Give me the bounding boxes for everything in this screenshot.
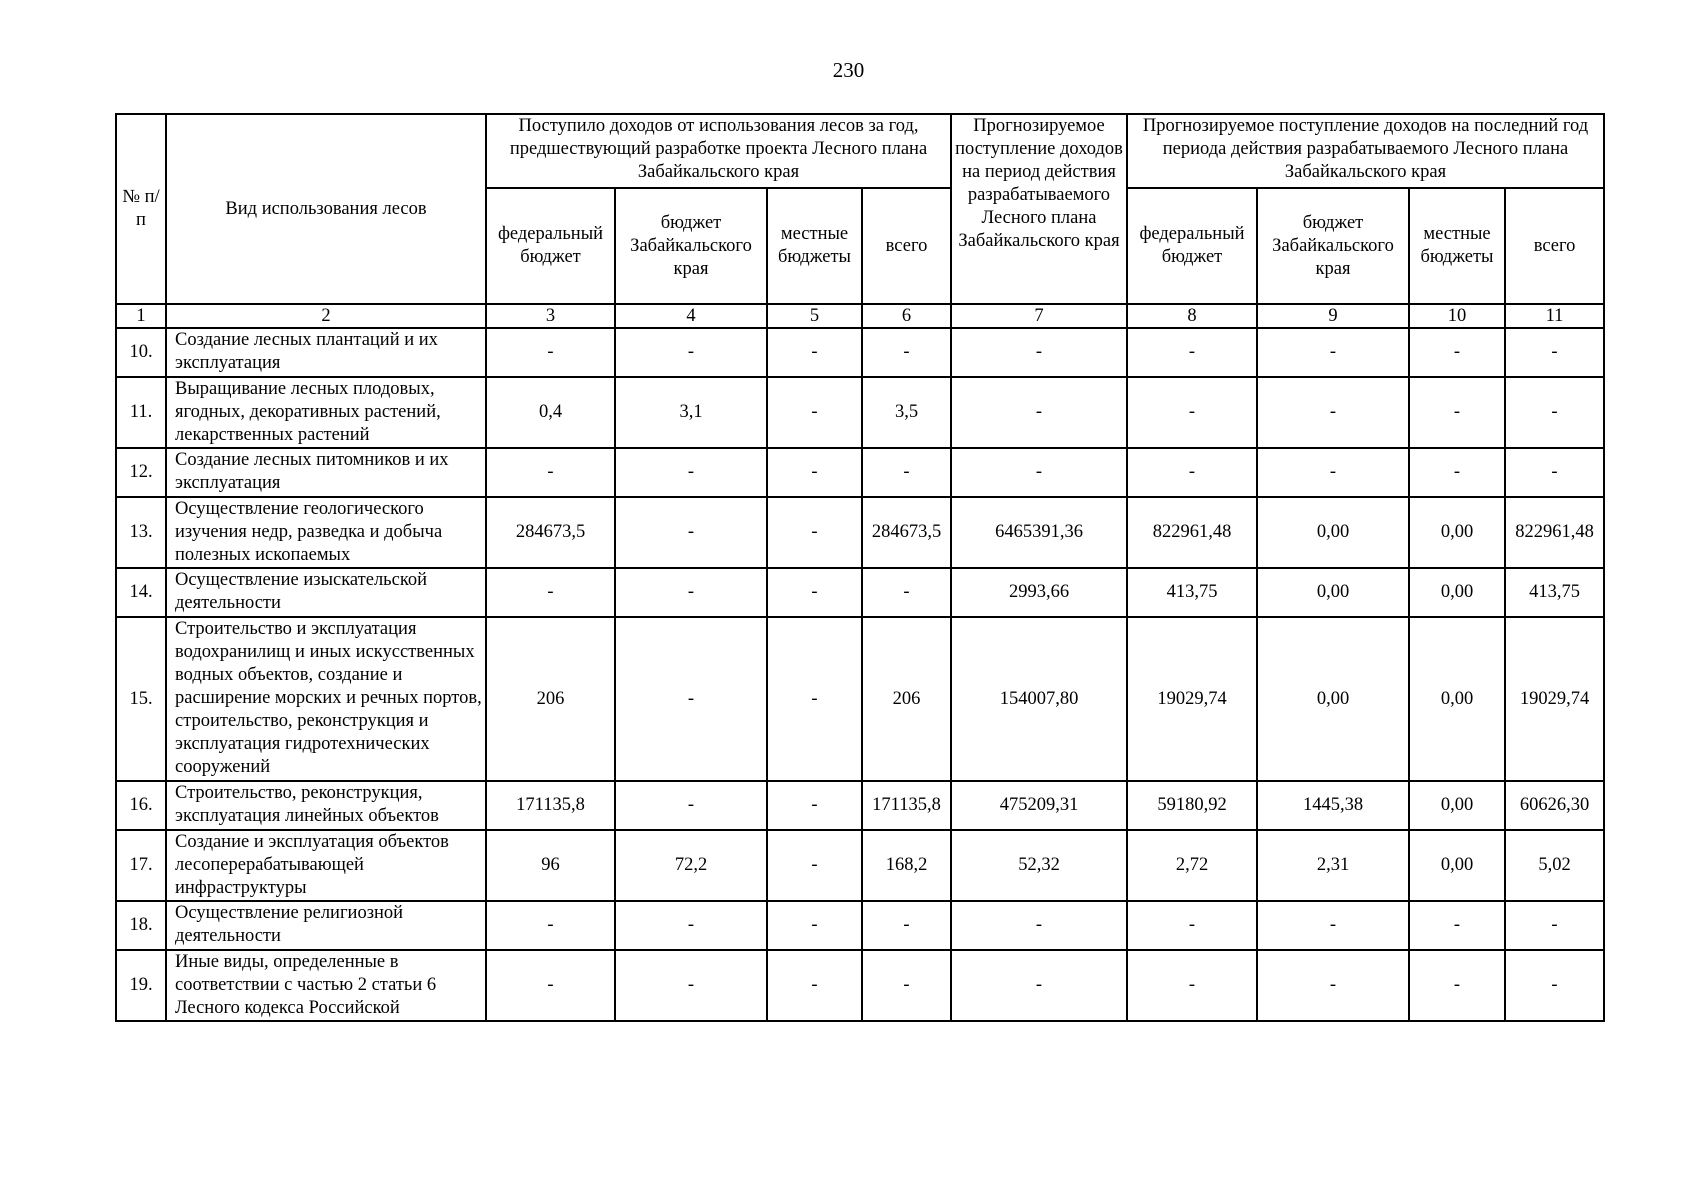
value-cell: 3,5 <box>862 377 951 448</box>
value-cell: 171135,8 <box>486 781 615 830</box>
value-cell: - <box>767 617 862 781</box>
row-number: 10. <box>116 328 166 377</box>
row-number: 19. <box>116 950 166 1021</box>
value-cell: 3,1 <box>615 377 767 448</box>
value-cell: 72,2 <box>615 830 767 901</box>
table-row <box>116 448 1604 497</box>
row-number: 18. <box>116 901 166 950</box>
page-number: 230 <box>832 58 865 82</box>
row-number: 14. <box>116 568 166 617</box>
table-row <box>116 377 1604 448</box>
value-cell: 284673,5 <box>862 497 951 568</box>
column-number: 1 <box>116 304 166 328</box>
value-cell: 2993,66 <box>951 568 1127 617</box>
value-cell: - <box>767 328 862 377</box>
row-number: 11. <box>116 377 166 448</box>
value-cell: 206 <box>486 617 615 781</box>
usage-type-name: Создание лесных питомников и их эксплуатация <box>166 448 486 497</box>
value-cell: - <box>486 448 615 497</box>
value-cell: - <box>1409 377 1505 448</box>
column-number: 2 <box>166 304 486 328</box>
row-number: 16. <box>116 781 166 830</box>
value-cell: 413,75 <box>1505 568 1604 617</box>
value-cell: - <box>1257 950 1409 1021</box>
value-cell: - <box>862 568 951 617</box>
value-cell: - <box>862 901 951 950</box>
value-cell: - <box>1127 901 1257 950</box>
value-cell: 475209,31 <box>951 781 1127 830</box>
column-number: 6 <box>862 304 951 328</box>
table-row <box>116 830 1604 901</box>
value-cell: 60626,30 <box>1505 781 1604 830</box>
value-cell: 171135,8 <box>862 781 951 830</box>
value-cell: 413,75 <box>1127 568 1257 617</box>
usage-type-name: Создание и эксплуатация объектов лесоперерабатывающей инфраструктуры <box>166 830 486 901</box>
table-row <box>116 617 1604 781</box>
value-cell: - <box>862 950 951 1021</box>
column-numbers-row <box>116 304 1604 328</box>
table-row <box>116 497 1604 568</box>
value-cell: 0,00 <box>1409 617 1505 781</box>
value-cell: - <box>767 901 862 950</box>
value-cell: - <box>951 448 1127 497</box>
header-col-no: № п/п <box>116 114 166 304</box>
value-cell: - <box>615 617 767 781</box>
table-row <box>116 950 1604 1021</box>
column-number: 9 <box>1257 304 1409 328</box>
value-cell: - <box>767 497 862 568</box>
value-cell: 0,4 <box>486 377 615 448</box>
value-cell: - <box>951 901 1127 950</box>
value-cell: 6465391,36 <box>951 497 1127 568</box>
value-cell: - <box>615 497 767 568</box>
value-cell: - <box>1409 950 1505 1021</box>
value-cell: - <box>767 568 862 617</box>
value-cell: 2,72 <box>1127 830 1257 901</box>
value-cell: 822961,48 <box>1505 497 1604 568</box>
revenue-table <box>115 113 1605 1022</box>
value-cell: - <box>615 568 767 617</box>
value-cell: 96 <box>486 830 615 901</box>
column-number: 3 <box>486 304 615 328</box>
value-cell: 59180,92 <box>1127 781 1257 830</box>
column-number: 4 <box>615 304 767 328</box>
value-cell: 0,00 <box>1257 568 1409 617</box>
value-cell: - <box>862 448 951 497</box>
header-local-budgets: местные бюджеты <box>767 188 862 304</box>
table-row <box>116 568 1604 617</box>
value-cell: 0,00 <box>1409 568 1505 617</box>
value-cell: - <box>615 328 767 377</box>
value-cell: - <box>1257 448 1409 497</box>
value-cell: - <box>615 448 767 497</box>
value-cell: 19029,74 <box>1505 617 1604 781</box>
header-regional-budget: бюджет Забайкальского края <box>1257 188 1409 304</box>
table-row <box>116 328 1604 377</box>
header-regional-budget: бюджет Забайкальского края <box>615 188 767 304</box>
value-cell: 0,00 <box>1257 497 1409 568</box>
usage-type-name: Иные виды, определенные в соответствии с частью 2 статьи 6 Лесного кодекса Российской <box>166 950 486 1021</box>
value-cell: - <box>767 830 862 901</box>
header-total: всего <box>862 188 951 304</box>
column-number: 8 <box>1127 304 1257 328</box>
header-col-name: Вид использования лесов <box>166 114 486 304</box>
value-cell: - <box>1409 328 1505 377</box>
value-cell: - <box>1127 448 1257 497</box>
value-cell: 0,00 <box>1409 497 1505 568</box>
table-row <box>116 781 1604 830</box>
usage-type-name: Выращивание лесных плодовых, ягодных, декоративных растений, лекарственных растений <box>166 377 486 448</box>
value-cell: 0,00 <box>1257 617 1409 781</box>
value-cell: 284673,5 <box>486 497 615 568</box>
row-number: 17. <box>116 830 166 901</box>
value-cell: 0,00 <box>1409 781 1505 830</box>
value-cell: - <box>767 781 862 830</box>
column-number: 7 <box>951 304 1127 328</box>
header-total: всего <box>1505 188 1604 304</box>
usage-type-name: Осуществление религиозной деятельности <box>166 901 486 950</box>
value-cell: - <box>767 448 862 497</box>
value-cell: - <box>1505 328 1604 377</box>
value-cell: - <box>1257 328 1409 377</box>
value-cell: 5,02 <box>1505 830 1604 901</box>
usage-type-name: Строительство, реконструкция, эксплуатация линейных объектов <box>166 781 486 830</box>
value-cell: - <box>615 901 767 950</box>
row-number: 12. <box>116 448 166 497</box>
value-cell: - <box>615 781 767 830</box>
usage-type-name: Строительство и эксплуатация водохранилищ и иных искусственных водных объектов, создание и расширение морских и речных портов, строительство, реконструкция и эксплуатация гидротехнических сооружений <box>166 617 486 781</box>
value-cell: - <box>486 950 615 1021</box>
column-number: 5 <box>767 304 862 328</box>
value-cell: - <box>951 328 1127 377</box>
value-cell: - <box>1127 328 1257 377</box>
value-cell: - <box>615 950 767 1021</box>
value-cell: 2,31 <box>1257 830 1409 901</box>
value-cell: - <box>1127 950 1257 1021</box>
value-cell: 822961,48 <box>1127 497 1257 568</box>
value-cell: - <box>486 568 615 617</box>
value-cell: - <box>767 950 862 1021</box>
value-cell: 0,00 <box>1409 830 1505 901</box>
value-cell: 206 <box>862 617 951 781</box>
value-cell: - <box>1409 901 1505 950</box>
value-cell: - <box>1505 448 1604 497</box>
value-cell: - <box>767 377 862 448</box>
usage-type-name: Осуществление геологического изучения недр, разведка и добыча полезных ископаемых <box>166 497 486 568</box>
header-local-budgets: местные бюджеты <box>1409 188 1505 304</box>
value-cell: - <box>862 328 951 377</box>
value-cell: - <box>1505 901 1604 950</box>
header-federal-budget: федеральный бюджет <box>486 188 615 304</box>
column-number: 10 <box>1409 304 1505 328</box>
value-cell: - <box>1505 950 1604 1021</box>
value-cell: - <box>951 377 1127 448</box>
row-number: 15. <box>116 617 166 781</box>
value-cell: 168,2 <box>862 830 951 901</box>
usage-type-name: Создание лесных плантаций и их эксплуатация <box>166 328 486 377</box>
value-cell: - <box>486 901 615 950</box>
value-cell: 52,32 <box>951 830 1127 901</box>
table-row <box>116 901 1604 950</box>
value-cell: 154007,80 <box>951 617 1127 781</box>
value-cell: 1445,38 <box>1257 781 1409 830</box>
column-number: 11 <box>1505 304 1604 328</box>
header-group-forecast-last: Прогнозируемое поступление доходов на последний год периода действия разрабатываемого Лесного плана Забайкальского края <box>1127 114 1604 188</box>
value-cell: 19029,74 <box>1127 617 1257 781</box>
value-cell: - <box>1505 377 1604 448</box>
value-cell: - <box>1409 448 1505 497</box>
value-cell: - <box>1257 901 1409 950</box>
header-col-forecast-period: Прогнозируемое поступление доходов на период действия разрабатываемого Лесного плана Забайкальского края <box>951 114 1127 304</box>
row-number: 13. <box>116 497 166 568</box>
value-cell: - <box>1257 377 1409 448</box>
usage-type-name: Осуществление изыскательской деятельности <box>166 568 486 617</box>
header-group-received: Поступило доходов от использования лесов за год, предшествующий разработке проекта Лесного плана Забайкальского края <box>486 114 951 188</box>
value-cell: - <box>1127 377 1257 448</box>
header-federal-budget: федеральный бюджет <box>1127 188 1257 304</box>
value-cell: - <box>486 328 615 377</box>
value-cell: - <box>951 950 1127 1021</box>
